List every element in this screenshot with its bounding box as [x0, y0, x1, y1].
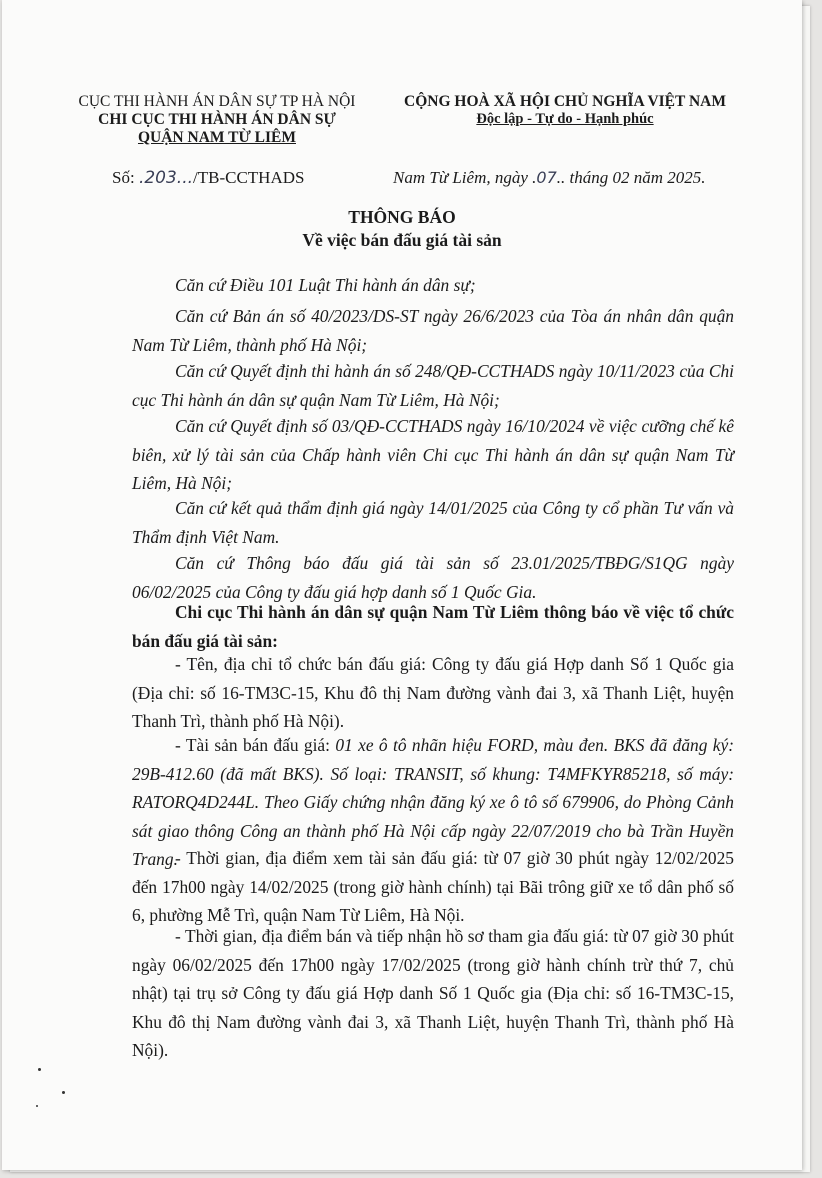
agency-line-1: CỤC THI HÀNH ÁN DÂN SỰ TP HÀ NỘI — [78, 93, 356, 110]
agency-header — [72, 93, 362, 147]
document-number-value: .203... — [138, 168, 194, 188]
ground-2: Căn cứ Bản án số 40/2023/DS-ST ngày 26/6/2023 của Tòa án nhân dân quận Nam Từ Liêm, thành phố Hà Nội; — [132, 306, 734, 355]
ground-5: Căn cứ kết quả thẩm định giá ngày 14/01/2025 của Công ty cổ phần Tư vấn và Thẩm định Việt Nam. — [132, 498, 734, 547]
document-page — [2, 0, 802, 1170]
ground-4: Căn cứ Quyết định số 03/QĐ-CCTHADS ngày 16/10/2024 về việc cưỡng chế kê biên, xử lý tài sản của Chấp hành viên Chi cục Thi hành án dân sự quận Nam Từ Liêm, Hà Nội; — [132, 416, 734, 494]
asset-label: - Tài sản bán đấu giá: — [175, 735, 336, 755]
auction-organization: - Tên, địa chỉ tổ chức bán đấu giá: Công ty đấu giá Hợp danh Số 1 Quốc gia (Địa chỉ: số 16-TM3C-15, Khu đô thị Nam đường vành đai 3, xã Thanh Liệt, huyện Thanh Trì, thành phố Hà Nội). — [132, 654, 734, 732]
agency-line-3-wrap — [72, 129, 362, 147]
document-subtitle: Về việc bán đấu giá tài sản — [302, 230, 502, 250]
agency-line-2: CHI CỤC THI HÀNH ÁN DÂN SỰ — [98, 111, 336, 128]
registration-schedule: - Thời gian, địa điểm bán và tiếp nhận hồ sơ tham gia đấu giá: từ 07 giờ 30 phút ngày 06/02/2025 đến 17h00 ngày 17/02/2025 (trong giờ hành chính trừ thứ 7, chủ nhật) tại trụ sở Công ty đấu giá Hợp danh Số 1 Quốc gia (Địa chỉ: số 16-TM3C-15, Khu đô thị Nam đường vành đai 3, xã Thanh Liệt, huyện Thanh Trì, thành phố Hà Nội). — [132, 926, 734, 1061]
ground-6: Căn cứ Thông báo đấu giá tài sản số 23.01/2025/TBĐG/S1QG ngày 06/02/2025 của Công ty đấu giá hợp danh số 1 Quốc Gia. — [132, 553, 734, 602]
document-number-prefix: Số: — [112, 168, 139, 187]
scan-speck — [36, 1105, 38, 1107]
viewing-schedule: - Thời gian, địa điểm xem tài sản đấu giá: từ 07 giờ 30 phút ngày 12/02/2025 đến 17h00 ngày 14/02/2025 (trong giờ hành chính) tại Bãi trông giữ xe tổ dân phố số 6, phường Mễ Trì, quận Nam Từ Liêm, Hà Nội. — [132, 848, 734, 926]
date-prefix: Nam Từ Liêm, ngày . — [393, 168, 537, 187]
date-suffix: .. tháng 02 năm 2025. — [556, 168, 706, 187]
date-day: 07 — [536, 168, 557, 187]
document-title: THÔNG BÁO — [348, 207, 456, 227]
document-date — [393, 168, 706, 188]
national-motto-line-1: CỘNG HOÀ XÃ HỘI CHỦ NGHĨA VIỆT NAM — [404, 93, 726, 110]
ground-1: Căn cứ Điều 101 Luật Thi hành án dân sự; — [175, 275, 476, 295]
asset-description: 01 xe ô tô nhãn hiệu FORD, màu đen. BKS đã đăng ký: 29B-412.60 (đã mất BKS). Số loại: TRANSIT, số khung: T4MFKYR85218, số máy: RATORQ4D244L. Theo Giấy chứng nhận đăng ký xe ô tô số 679906, do Phòng Cảnh sát giao thông Công an thành phố Hà Nội cấp ngày 22/07/2019 cho bà Trần Huyền Trang. — [132, 735, 735, 870]
national-motto-line-2: Độc lập - Tự do - Hạnh phúc — [476, 111, 654, 127]
ground-3: Căn cứ Quyết định thi hành án số 248/QĐ-CCTHADS ngày 10/11/2023 của Chi cục Thi hành án dân sự quận Nam Từ Liêm, Hà Nội; — [132, 361, 734, 410]
national-header — [395, 93, 735, 128]
national-motto-line-2-wrap — [395, 111, 735, 128]
scan-speck — [38, 1068, 41, 1071]
announcement: Chi cục Thi hành án dân sự quận Nam Từ Liêm thông báo về việc tổ chức bán đấu giá tài sản: — [132, 602, 734, 651]
scan-speck — [62, 1091, 65, 1094]
document-number — [112, 168, 304, 188]
agency-line-3: QUẬN NAM TỪ LIÊM — [137, 129, 296, 146]
document-number-suffix: /TB-CCTHADS — [193, 168, 305, 187]
